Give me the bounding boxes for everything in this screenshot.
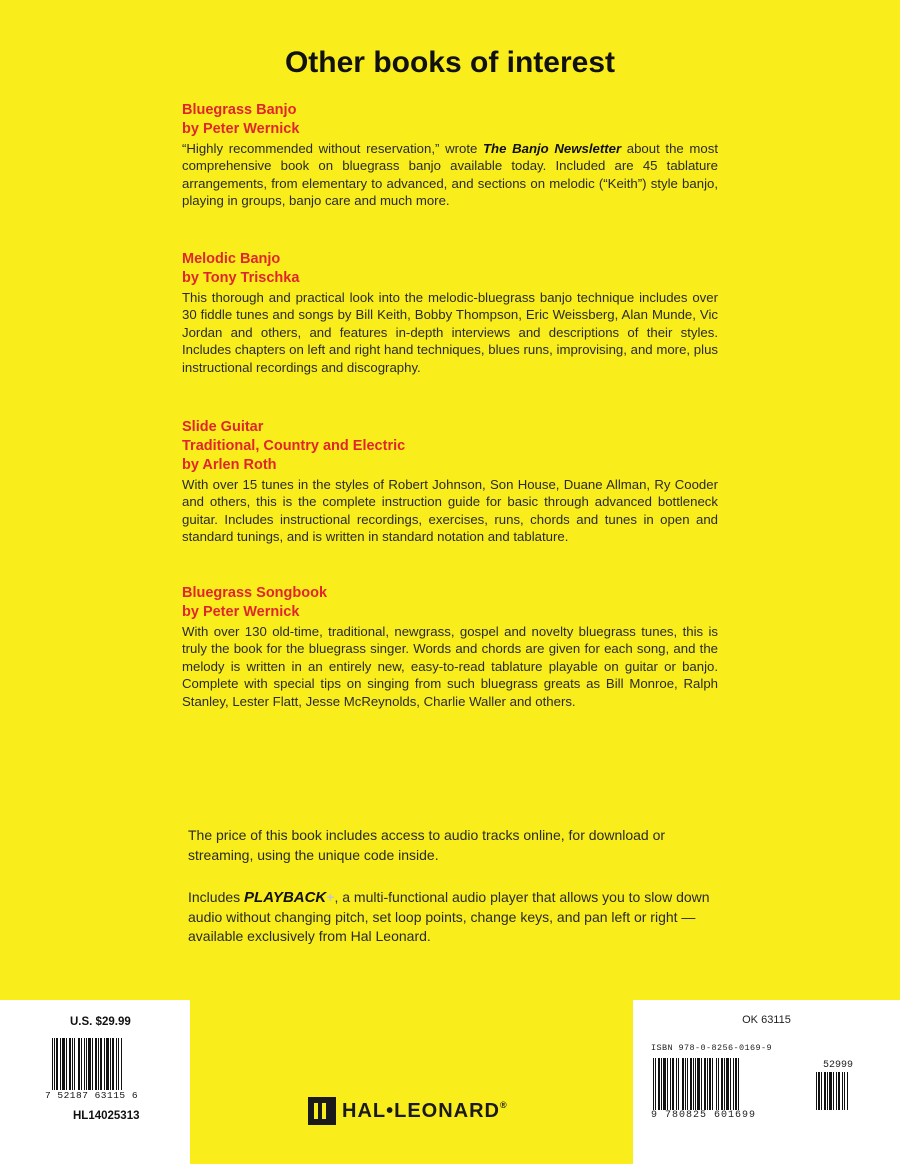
book-title-line: Bluegrass Songbook <box>182 585 328 601</box>
publisher-logo <box>308 1097 508 1125</box>
audio-access-note: The price of this book includes access to audio tracks online, for download or streaming, using the unique code inside. <box>188 827 666 863</box>
book-title-line: Bluegrass Banjo <box>182 102 297 118</box>
barcode-bar <box>739 1058 740 1110</box>
playback-text: Includes <box>188 889 245 905</box>
book-title-line: Slide Guitar <box>182 419 264 435</box>
book-entry-slide-guitar <box>182 418 718 546</box>
barcode-bar <box>847 1072 848 1110</box>
price-label <box>0 1000 190 1164</box>
book-title-line: Melodic Banjo <box>182 251 281 267</box>
price-text: U.S. $29.99 <box>70 1016 131 1028</box>
isbn-barcode <box>653 1058 808 1110</box>
book-description: With over 15 tunes in the styles of Robert Johnson, Son House, Duane Allman, Ry Cooder and others, this is the complete instruction guide for basic through advanced bottleneck guitar. Includes instructional recordings, exercises, runs, chords and tunes in open and standard tunings, and is written in standard notation and tablature. <box>182 477 718 545</box>
registered-mark: ® <box>500 1099 508 1110</box>
book-description: With over 130 old-time, traditional, newgrass, gospel and novelty bluegrass tunes, this is truly the book for the bluegrass singer. Words and chords are given for each song, and the melody is written in an entirely new, easy-to-read tablature playable on guitar or banjo. Complete with special tips on singing from such bluegrass greats as Bill Monroe, Ralph Stanley, Lester Flatt, Jesse McReynolds, Charlie Waller and others. <box>182 624 718 709</box>
playback-plus-icon: + <box>326 889 335 905</box>
upc-digits: 7 52187 63115 6 <box>45 1090 139 1101</box>
playback-text: , a multi-functional audio player that allows you to slow down audio without changing pitch, set loop points, change keys, and pan left or right — available exclusively from Hal Leonard. <box>188 889 710 944</box>
book-author-line: by Peter Wernick <box>182 121 300 137</box>
book-entry-melodic-banjo <box>182 250 718 376</box>
book-title <box>182 101 718 139</box>
book-title <box>182 418 718 475</box>
price-addon-barcode <box>816 1072 871 1110</box>
publisher-wordmark: HAL•LEONARD <box>342 1099 500 1122</box>
isbn-text: ISBN 978-0-8256-0169-9 <box>651 1043 773 1053</box>
playback-note <box>188 888 728 947</box>
isbn-digits: 9 780825 601699 <box>651 1110 757 1121</box>
hal-leonard-mark-icon <box>308 1097 336 1125</box>
book-author-line: by Peter Wernick <box>182 604 300 620</box>
product-code: HL14025313 <box>73 1110 140 1122</box>
book-author-line: by Tony Trischka <box>182 270 300 286</box>
barcode-bar <box>122 1038 123 1090</box>
book-entry-bluegrass-banjo <box>182 101 718 210</box>
publisher-name <box>342 1100 508 1123</box>
page-title: Other books of interest <box>284 46 616 79</box>
desc-text: about the most comprehensive book on bluegrass banjo available today. Included are 45 tablature arrangements, from elementary to advanced, and sections on melodic (“Keith”) style banjo, playing in groups, banjo care and much more. <box>182 141 718 209</box>
book-entry-bluegrass-songbook <box>182 584 718 710</box>
book-author-line: by Arlen Roth <box>182 457 277 473</box>
upc-barcode <box>52 1038 157 1090</box>
ok-code: OK 63115 <box>742 1014 791 1026</box>
desc-emphasis: The Banjo Newsletter <box>482 141 622 156</box>
book-description: This thorough and practical look into the melodic-bluegrass banjo technique includes over 30 fiddle tunes and songs by Bill Keith, Bobby Thompson, Eric Weissberg, Alan Munde, Vic Jordan and others, and features in-depth interviews and descriptions of their styles. Includes chapters on left and right hand techniques, blues runs, improvising, and more, plus instructional recordings and discography. <box>182 290 718 375</box>
book-title <box>182 584 718 622</box>
book-description <box>182 140 718 210</box>
playback-brand: PLAYBACK <box>244 889 327 906</box>
book-subtitle-line: Traditional, Country and Electric <box>182 438 406 454</box>
desc-text: “Highly recommended without reservation,” wrote <box>182 141 483 156</box>
price-code: 52999 <box>823 1060 854 1071</box>
book-title <box>182 250 718 288</box>
isbn-label <box>633 1000 900 1164</box>
